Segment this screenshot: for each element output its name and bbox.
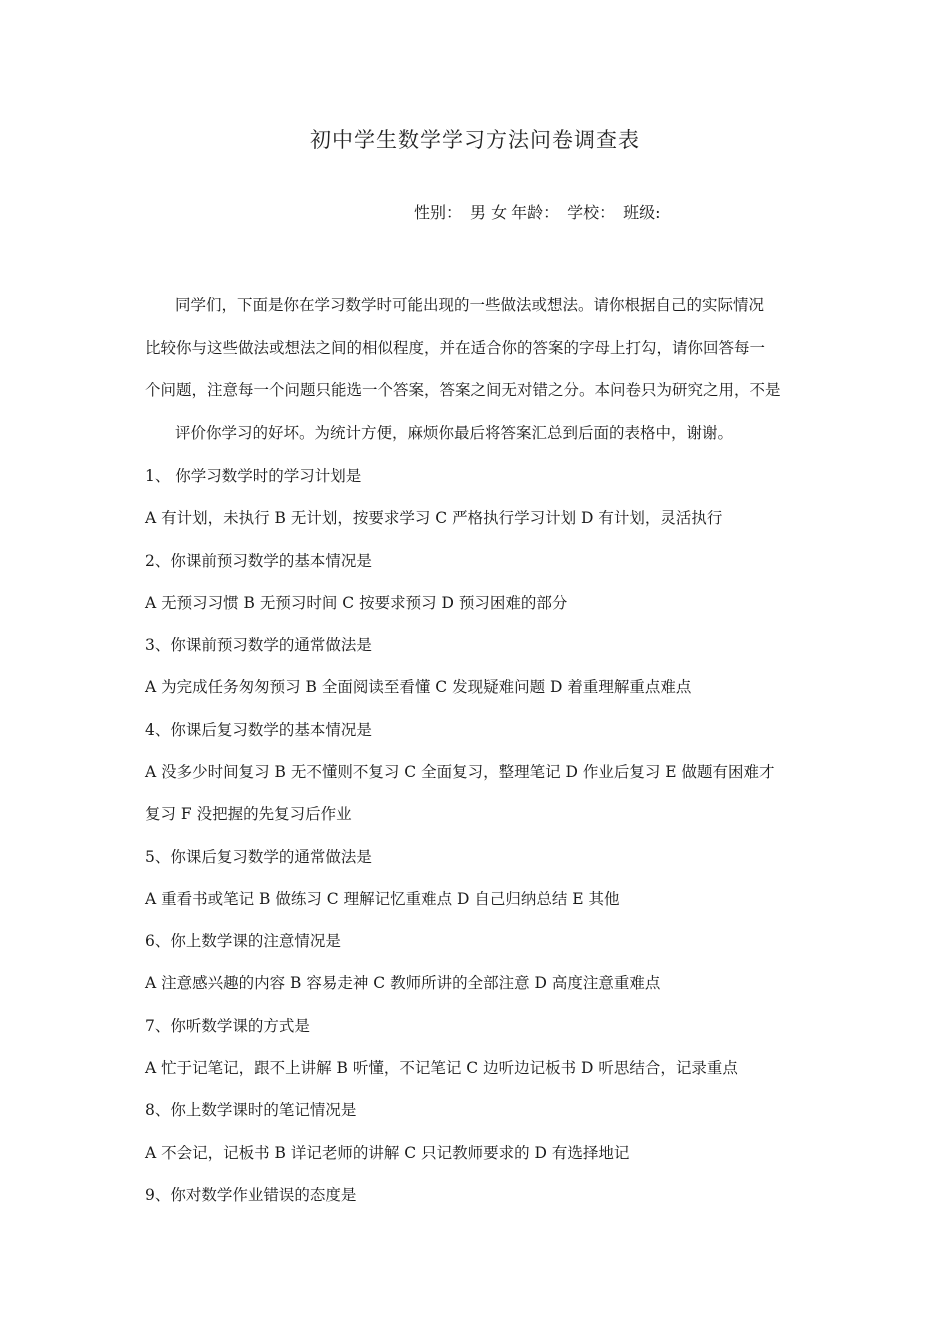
gender-label: 性别： xyxy=(414,203,463,222)
document-title: 初中学生数学学习方法问卷调查表 xyxy=(310,128,640,152)
question-9: 9、你对数学作业错误的态度是 xyxy=(145,1186,357,1204)
intro-line-4: 评价你学习的好坏。为统计方便，麻烦你最后将答案汇总到后面的表格中，谢谢。 xyxy=(175,424,734,442)
answer-options-5: A 重看书或笔记 B 做练习 C 理解记忆重难点 D 自己归纳总结 E 其他 xyxy=(145,890,620,908)
question-5: 5、你课后复习数学的通常做法是 xyxy=(145,848,372,866)
question-6: 6、你上数学课的注意情况是 xyxy=(145,932,341,950)
answer-options-6: A 注意感兴趣的内容 B 容易走神 C 教师所讲的全部注意 D 高度注意重难点 xyxy=(145,974,661,992)
answer-options-4: A 没多少时间复习 B 无不懂则不复习 C 全面复习，整理笔记 D 作业后复习 E 做题有困难才 xyxy=(145,763,775,781)
school-label: 学校： xyxy=(567,203,616,222)
question-8: 8、你上数学课时的笔记情况是 xyxy=(145,1101,357,1119)
answer-options-7: A 忙于记笔记，跟不上讲解 B 听懂，不记笔记 C 边听边记板书 D 听思结合，记录重点 xyxy=(145,1059,738,1077)
class-label: 班级: xyxy=(623,203,661,222)
answer-options-3: A 为完成任务匆匆预习 B 全面阅读至看懂 C 发现疑难问题 D 着重理解重点难点 xyxy=(145,678,692,696)
answer-options-8: A 不会记，记板书 B 详记老师的讲解 C 只记教师要求的 D 有选择地记 xyxy=(145,1144,630,1162)
intro-line-3: 个问题，注意每一个问题只能选一个答案，答案之间无对错之分。本问卷只为研究之用，不是 xyxy=(145,381,781,399)
question-3: 3、你课前预习数学的通常做法是 xyxy=(145,636,372,654)
question-2: 2、你课前预习数学的基本情况是 xyxy=(145,552,372,570)
question-4: 4、你课后复习数学的基本情况是 xyxy=(145,721,372,739)
intro-line-2: 比较你与这些做法或想法之间的相似程度，并在适合你的答案的字母上打勾，请你回答每一 xyxy=(145,339,766,357)
answer-options-4-cont: 复习 F 没把握的先复习后作业 xyxy=(145,805,352,823)
age-label: 年龄： xyxy=(511,203,560,222)
answer-options-1: A 有计划，未执行 B 无计划，按要求学习 C 严格执行学习计划 D 有计划，灵活执行 xyxy=(145,509,723,527)
question-7: 7、你听数学课的方式是 xyxy=(145,1017,310,1035)
answer-options-2: A 无预习习惯 B 无预习时间 C 按要求预习 D 预习困难的部分 xyxy=(145,594,568,612)
intro-line-1: 同学们，下面是你在学习数学时可能出现的一些做法或想法。请你根据自己的实际情况 xyxy=(175,296,765,314)
student-info-line xyxy=(414,200,669,223)
question-1: 1、 你学习数学时的学习计划是 xyxy=(145,467,362,485)
gender-options: 男 女 xyxy=(470,203,508,222)
